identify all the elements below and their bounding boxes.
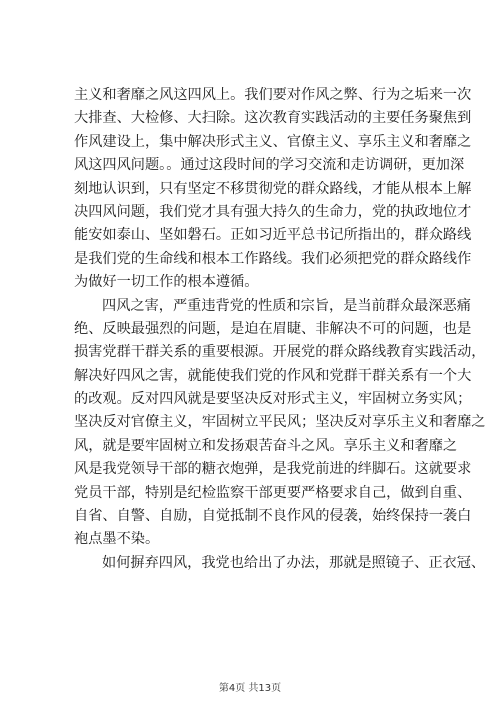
text-line: 主义和奢靡之风这四风上。我们要对作风之弊、行为之垢来一次 (74, 87, 472, 103)
text-line: 刻地认识到，只有坚定不移贯彻党的群众路线，才能从根本上解 (74, 180, 472, 197)
text-line: 风这四风问题。。通过这段时间的学习交流和走访调研，更加深 (74, 157, 465, 174)
text-line: 损害党群干群关系的重要根源。开展党的群众路线教育实践活动， (74, 344, 486, 361)
text-line: 能安如泰山、坚如磐石。正如习近平总书记所指出的，群众路线 (74, 227, 472, 244)
text-line: 为做好一切工作的根本遵循。 (74, 274, 259, 291)
text-line: 如何摒弃四风，我党也给出了办法，那就是照镜子、正衣冠、 (102, 554, 486, 571)
text-line: 党员干部，特别是纪检监察干部更要严格要求自己，做到自重、 (74, 484, 472, 501)
paragraph (74, 295, 486, 552)
text-line: 绝、反映最强烈的问题，是迫在眉睫、非解决不可的问题，也是 (74, 320, 472, 337)
text-line: 坚决反对官僚主义，牢固树立平民风；坚决反对享乐主义和奢靡之 (74, 414, 486, 431)
text-line: 四风之害，严重违背党的性质和宗旨，是当前群众最深恶痛 (102, 297, 471, 314)
text-line: 的改观。反对四风就是要坚决反对形式主义，牢固树立务实风； (74, 391, 472, 408)
text-line: 是我们党的生命线和根本工作路线。我们必须把党的群众路线作 (74, 250, 472, 267)
text-line: 风是我党领导干部的糖衣炮弹，是我党前进的绊脚石。这就要求 (74, 461, 472, 478)
text-line: 风，就是要牢固树立和发扬艰苦奋斗之风。享乐主义和奢靡之 (74, 437, 458, 454)
page-number-footer: 第4页 共13页 (218, 683, 282, 694)
paragraph (74, 552, 486, 575)
text-line: 自省、自警、自励，自觉抵制不良作风的侵袭，始终保持一袭白 (74, 508, 472, 525)
paragraph (74, 84, 472, 295)
text-line: 袍点墨不染。 (74, 531, 160, 548)
text-line: 大排查、大检修、大扫除。这次教育实践活动的主要任务聚焦到 (74, 110, 472, 127)
text-line: 解决好四风之害，就能使我们党的作风和党群干群关系有一个大 (74, 367, 472, 384)
text-line: 决四风问题，我们党才具有强大持久的生命力，党的执政地位才 (74, 203, 472, 220)
text-line: 作风建设上，集中解决形式主义、官僚主义、享乐主义和奢靡之 (74, 133, 472, 150)
document-body (74, 84, 486, 575)
